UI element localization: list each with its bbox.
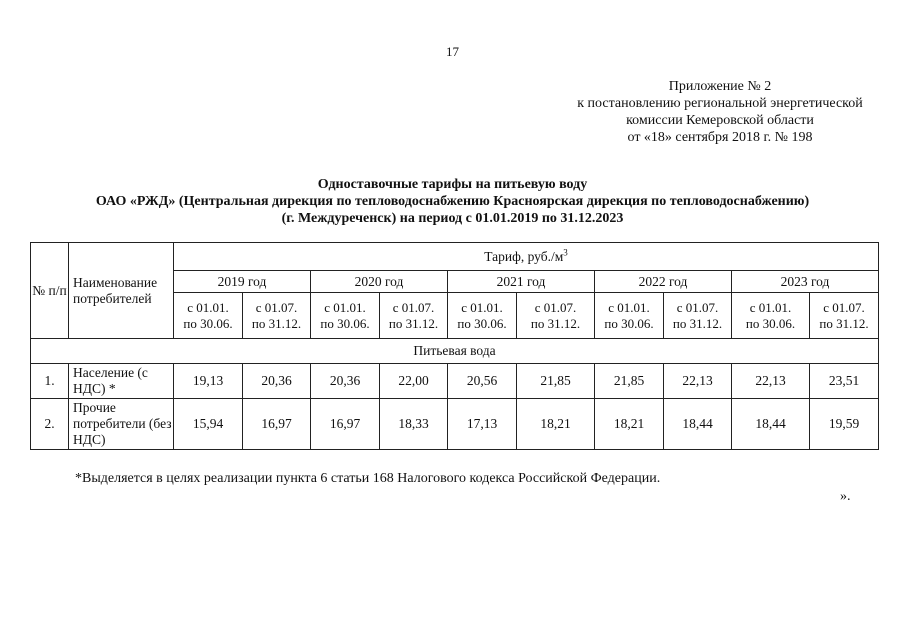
tariff-table bbox=[30, 242, 879, 450]
tariff-value: 19,13 bbox=[174, 364, 243, 399]
appendix-line-2: к постановлению региональной энергетической bbox=[577, 96, 863, 111]
tariff-header-unit-power: 3 bbox=[563, 247, 568, 257]
period-from: с 01.01. bbox=[324, 299, 366, 315]
year-header: 2019 год bbox=[174, 271, 311, 293]
title-line-2: ОАО «РЖД» (Центральная дирекция по тепловодоснабжению Красноярская дирекция по тепловодоснабжению) bbox=[95, 194, 810, 209]
appendix-reference bbox=[520, 78, 905, 146]
document-title bbox=[0, 176, 905, 227]
tariff-value: 18,21 bbox=[595, 399, 664, 450]
appendix-line-1: Приложение № 2 bbox=[668, 79, 772, 94]
tariff-value: 20,36 bbox=[243, 364, 311, 399]
year-header: 2020 год bbox=[311, 271, 448, 293]
tariff-value: 18,21 bbox=[517, 399, 595, 450]
consumer-name: Население (с НДС) * bbox=[69, 364, 174, 399]
period-header bbox=[732, 293, 810, 339]
consumer-name-header: Наименование потребителей bbox=[69, 243, 174, 339]
tariff-value: 21,85 bbox=[517, 364, 595, 399]
year-header: 2023 год bbox=[732, 271, 879, 293]
period-from: с 01.01. bbox=[187, 299, 229, 315]
year-header: 2021 год bbox=[448, 271, 595, 293]
table-row bbox=[31, 364, 879, 399]
row-number: 2. bbox=[31, 399, 69, 450]
period-to: по 31.12. bbox=[388, 315, 439, 331]
tariff-value: 18,33 bbox=[380, 399, 448, 450]
consumer-name: Прочие потребители (без НДС) bbox=[69, 399, 174, 450]
closing-quote-mark: ». bbox=[840, 489, 851, 504]
period-to: по 31.12. bbox=[819, 315, 869, 331]
period-to: по 31.12. bbox=[672, 315, 723, 331]
period-from: с 01.07. bbox=[534, 299, 577, 315]
row-number: 1. bbox=[31, 364, 69, 399]
tariff-value: 22,00 bbox=[380, 364, 448, 399]
tariff-value: 23,51 bbox=[810, 364, 879, 399]
appendix-line-3: комиссии Кемеровской области bbox=[626, 113, 814, 128]
tariff-value: 16,97 bbox=[311, 399, 380, 450]
period-to: по 30.06. bbox=[604, 315, 654, 331]
number-header: № п/п bbox=[31, 243, 69, 339]
period-header bbox=[311, 293, 380, 339]
period-to: по 30.06. bbox=[745, 315, 796, 331]
tariff-value: 17,13 bbox=[448, 399, 517, 450]
period-to: по 31.12. bbox=[251, 315, 302, 331]
table-row bbox=[31, 399, 879, 450]
period-to: по 31.12. bbox=[530, 315, 581, 331]
period-from: с 01.07. bbox=[823, 299, 865, 315]
period-header bbox=[174, 293, 243, 339]
tariff-value: 16,97 bbox=[243, 399, 311, 450]
period-from: с 01.01. bbox=[608, 299, 650, 315]
period-from: с 01.07. bbox=[255, 299, 298, 315]
period-header bbox=[243, 293, 311, 339]
section-drinking-water: Питьевая вода bbox=[31, 339, 879, 364]
year-header: 2022 год bbox=[595, 271, 732, 293]
tariff-value: 18,44 bbox=[732, 399, 810, 450]
appendix-line-4: от «18» сентября 2018 г. № 198 bbox=[627, 130, 813, 145]
tariff-value: 22,13 bbox=[732, 364, 810, 399]
page-number: 17 bbox=[446, 44, 459, 59]
period-from: с 01.07. bbox=[392, 299, 435, 315]
period-header bbox=[810, 293, 879, 339]
period-header bbox=[517, 293, 595, 339]
tariff-value: 21,85 bbox=[595, 364, 664, 399]
period-to: по 30.06. bbox=[457, 315, 507, 331]
period-from: с 01.01. bbox=[461, 299, 503, 315]
period-header bbox=[664, 293, 732, 339]
period-header bbox=[595, 293, 664, 339]
tariff-value: 22,13 bbox=[664, 364, 732, 399]
period-to: по 30.06. bbox=[183, 315, 233, 331]
title-line-1: Одноставочные тарифы на питьевую воду bbox=[317, 177, 588, 192]
tariff-value: 20,36 bbox=[311, 364, 380, 399]
tariff-value: 19,59 bbox=[810, 399, 879, 450]
tariff-value: 20,56 bbox=[448, 364, 517, 399]
tariff-value: 18,44 bbox=[664, 399, 732, 450]
period-header bbox=[380, 293, 448, 339]
title-line-3: (г. Междуреченск) на период с 01.01.2019 по 31.12.2023 bbox=[281, 211, 624, 226]
period-from: с 01.01. bbox=[749, 299, 792, 315]
period-to: по 30.06. bbox=[320, 315, 370, 331]
tariff-header-text: Тариф, руб./м bbox=[484, 248, 564, 264]
footnote: *Выделяется в целях реализации пункта 6 статьи 168 Налогового кодекса Российской Федерации. bbox=[75, 471, 661, 486]
period-from: с 01.07. bbox=[676, 299, 719, 315]
tariff-header bbox=[174, 243, 879, 271]
tariff-value: 15,94 bbox=[174, 399, 243, 450]
period-header bbox=[448, 293, 517, 339]
